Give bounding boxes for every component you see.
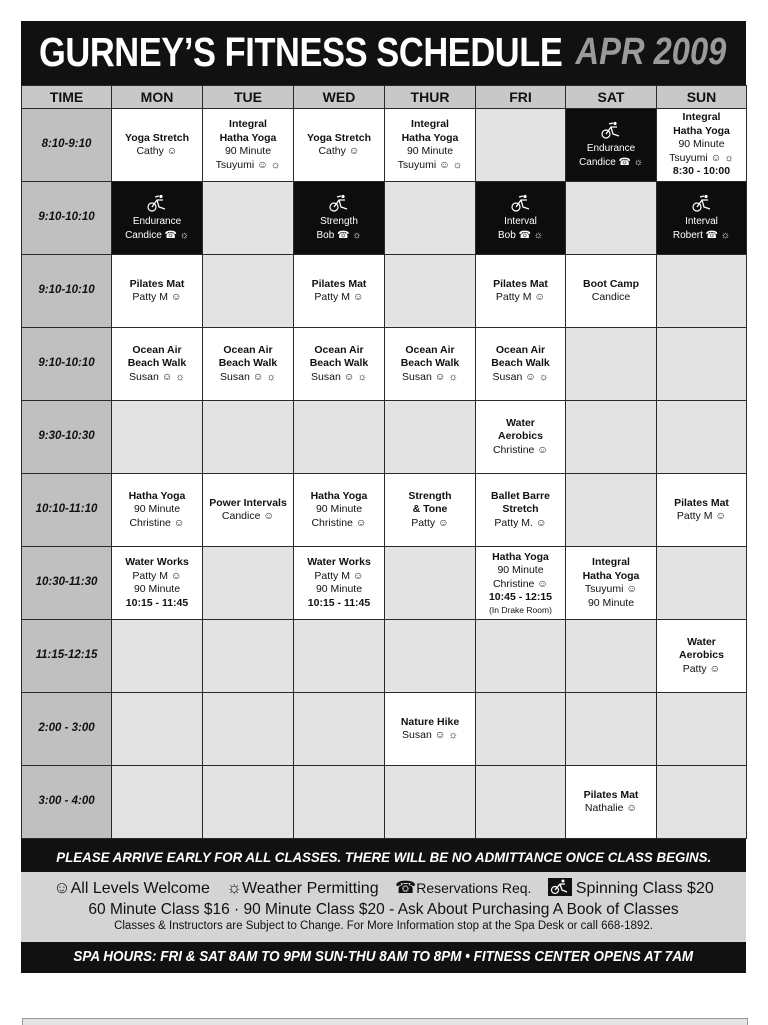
class-name: Ocean Air Beach Walk bbox=[400, 343, 460, 370]
info-box bbox=[21, 872, 746, 942]
class-cell-thur bbox=[385, 328, 476, 401]
class-name: Endurance bbox=[586, 143, 636, 154]
table-row bbox=[22, 401, 747, 474]
class-detail: Patty M ☺ bbox=[314, 291, 364, 303]
empty-slot-fri bbox=[476, 620, 566, 693]
class-detail: Susan ☺ ☼ bbox=[311, 370, 367, 383]
class-detail: Susan ☺ ☼ bbox=[492, 370, 549, 383]
class-cell-fri bbox=[476, 474, 566, 547]
class-cell-fri bbox=[476, 547, 566, 620]
column-header-wed: WED bbox=[294, 86, 385, 109]
class-cell-mon bbox=[112, 474, 203, 547]
empty-slot-sat bbox=[566, 401, 657, 474]
schedule-sheet bbox=[21, 21, 746, 973]
class-detail: Bob ☎ ☼ bbox=[316, 229, 362, 241]
legend-weather: ☼Weather Permitting bbox=[226, 878, 379, 897]
class-detail: 90 Minute bbox=[133, 503, 181, 516]
legend bbox=[21, 877, 746, 900]
class-detail: 90 Minute bbox=[406, 145, 454, 157]
class-name: Ocean Air Beach Walk bbox=[491, 343, 550, 370]
empty-slot-thur bbox=[385, 401, 476, 474]
empty-slot-sat bbox=[566, 182, 657, 255]
empty-slot-sun bbox=[657, 328, 747, 401]
legend-all-levels: ☺All Levels Welcome bbox=[53, 878, 210, 897]
table-row bbox=[22, 109, 747, 182]
class-detail: 90 Minute bbox=[315, 583, 363, 595]
class-cell-mon bbox=[112, 328, 203, 401]
empty-slot-sat bbox=[566, 620, 657, 693]
class-cell-wed bbox=[294, 255, 385, 328]
class-detail: Candice ☺ bbox=[221, 510, 275, 522]
class-name: Endurance bbox=[132, 216, 182, 227]
class-cell-fri bbox=[476, 328, 566, 401]
spinning-class-mon bbox=[112, 182, 203, 255]
time-slot: 10:30-11:30 bbox=[22, 547, 112, 620]
time-slot: 3:00 - 4:00 bbox=[22, 766, 112, 839]
class-detail: 90 Minute bbox=[497, 564, 544, 576]
disclaimer: Classes & Instructors are Subject to Change. For More Information stop at the Spa Desk or call 668-1892. bbox=[114, 920, 653, 932]
pricing-info: 60 Minute Class $16 · 90 Minute Class $20 - Ask About Purchasing A Book of Classes bbox=[88, 901, 679, 918]
spinning-bike-icon bbox=[598, 121, 624, 141]
class-cell-wed bbox=[294, 474, 385, 547]
empty-slot-sun bbox=[657, 693, 747, 766]
table-row bbox=[22, 547, 747, 620]
spinning-bike-icon bbox=[508, 194, 534, 214]
empty-slot-tue bbox=[203, 766, 294, 839]
table-row bbox=[22, 693, 747, 766]
class-cell-wed bbox=[294, 547, 385, 620]
class-name: Integral Hatha Yoga bbox=[673, 111, 730, 137]
time-slot: 10:10-11:10 bbox=[22, 474, 112, 547]
empty-slot-sat bbox=[566, 474, 657, 547]
class-name: Ballet Barre Stretch bbox=[491, 489, 550, 516]
empty-slot-tue bbox=[203, 620, 294, 693]
time-slot: 9:10-10:10 bbox=[22, 182, 112, 255]
empty-slot-thur bbox=[385, 547, 476, 620]
page-title: GURNEY’S FITNESS SCHEDULE bbox=[39, 29, 563, 75]
empty-slot-sat bbox=[566, 693, 657, 766]
class-cell-thur bbox=[385, 474, 476, 547]
schedule-body bbox=[22, 109, 747, 839]
time-slot: 9:10-10:10 bbox=[22, 328, 112, 401]
empty-slot-wed bbox=[294, 693, 385, 766]
class-name: Ocean Air Beach Walk bbox=[309, 343, 369, 370]
time-slot: 11:15-12:15 bbox=[22, 620, 112, 693]
class-name: Interval bbox=[685, 216, 718, 227]
class-location: (In Drake Room) bbox=[489, 604, 552, 615]
class-detail: Cathy ☺ bbox=[318, 145, 360, 157]
table-row bbox=[22, 182, 747, 255]
column-header-fri: FRI bbox=[476, 86, 566, 109]
class-detail: 90 Minute bbox=[678, 138, 725, 151]
class-detail: Christine ☺ bbox=[129, 516, 185, 529]
class-detail: 90 Minute bbox=[133, 583, 181, 595]
class-cell-sat bbox=[566, 255, 657, 328]
class-time-override: 10:45 - 12:15 bbox=[488, 591, 553, 603]
class-cell-sat bbox=[566, 766, 657, 839]
spinning-bike-icon bbox=[548, 878, 572, 896]
time-slot: 9:10-10:10 bbox=[22, 255, 112, 328]
class-cell-thur bbox=[385, 109, 476, 182]
spinning-class-fri bbox=[476, 182, 566, 255]
class-name: Strength bbox=[320, 216, 358, 227]
admittance-notice-text: PLEASE ARRIVE EARLY FOR ALL CLASSES. THERE WILL BE NO ADMITTANCE ONCE CLASS BEGINS. bbox=[56, 849, 711, 865]
header-row bbox=[22, 86, 747, 109]
empty-slot-sun bbox=[657, 255, 747, 328]
class-time-override: 8:30 - 10:00 bbox=[672, 165, 731, 178]
empty-slot-fri bbox=[476, 693, 566, 766]
class-name: Pilates Mat bbox=[674, 496, 729, 509]
empty-slot-fri bbox=[476, 109, 566, 182]
legend-reservations: ☎Reservations Req. bbox=[395, 878, 532, 897]
sun-icon: ☼ bbox=[226, 878, 242, 897]
class-detail: Tsuyumi ☺ ☼ bbox=[215, 158, 281, 171]
title-bar bbox=[21, 21, 746, 85]
class-detail: Candice ☎ ☼ bbox=[125, 229, 189, 241]
class-cell-mon bbox=[112, 255, 203, 328]
class-name: Ocean Air Beach Walk bbox=[218, 343, 278, 370]
empty-slot-mon bbox=[112, 401, 203, 474]
class-name: Interval bbox=[504, 216, 537, 227]
class-detail: Christine ☺ bbox=[492, 577, 549, 590]
phone-icon: ☎ bbox=[395, 878, 417, 897]
empty-slot-mon bbox=[112, 620, 203, 693]
column-header-thur: THUR bbox=[385, 86, 476, 109]
class-cell-fri bbox=[476, 401, 566, 474]
schedule-table bbox=[21, 85, 747, 839]
class-detail: Patty M ☺ bbox=[676, 510, 727, 522]
class-name: Ocean Air Beach Walk bbox=[127, 343, 187, 370]
smiley-icon: ☺ bbox=[53, 878, 71, 897]
class-name: Integral Hatha Yoga bbox=[582, 556, 640, 582]
class-name: Yoga Stretch bbox=[307, 131, 371, 144]
legend-spinning: Spinning Class $20 bbox=[548, 880, 714, 897]
empty-slot-tue bbox=[203, 182, 294, 255]
table-row bbox=[22, 328, 747, 401]
empty-slot-wed bbox=[294, 401, 385, 474]
class-detail: Patty ☺ bbox=[682, 662, 721, 675]
class-detail: Susan ☺ ☼ bbox=[402, 729, 458, 741]
class-detail: Christine ☺ bbox=[492, 443, 549, 456]
class-detail: 90 Minute bbox=[587, 596, 635, 609]
class-detail: Bob ☎ ☼ bbox=[498, 229, 543, 241]
class-detail: Tsuyumi ☺ ☼ bbox=[669, 151, 734, 164]
class-cell-tue bbox=[203, 109, 294, 182]
column-header-sat: SAT bbox=[566, 86, 657, 109]
class-name: Integral Hatha Yoga bbox=[401, 118, 459, 144]
table-row bbox=[22, 620, 747, 693]
time-slot: 9:30-10:30 bbox=[22, 401, 112, 474]
class-detail: 90 Minute bbox=[315, 503, 363, 516]
class-detail: Tsuyumi ☺ ☼ bbox=[397, 158, 463, 171]
table-row bbox=[22, 255, 747, 328]
class-cell-tue bbox=[203, 474, 294, 547]
class-name: Pilates Mat bbox=[311, 277, 367, 290]
empty-slot-wed bbox=[294, 620, 385, 693]
empty-slot-wed bbox=[294, 766, 385, 839]
empty-slot-sun bbox=[657, 401, 747, 474]
class-detail: Candice ☎ ☼ bbox=[579, 156, 643, 168]
spa-hours bbox=[21, 942, 746, 973]
empty-slot-tue bbox=[203, 547, 294, 620]
empty-slot-sat bbox=[566, 328, 657, 401]
spinning-class-sun bbox=[657, 182, 747, 255]
class-name: Pilates Mat bbox=[129, 277, 185, 290]
class-name: Power Intervals bbox=[209, 496, 287, 509]
time-slot: 2:00 - 3:00 bbox=[22, 693, 112, 766]
column-header-tue: TUE bbox=[203, 86, 294, 109]
empty-slot-thur bbox=[385, 255, 476, 328]
empty-slot-mon bbox=[112, 693, 203, 766]
empty-slot-mon bbox=[112, 766, 203, 839]
class-name: Strength & Tone bbox=[408, 489, 452, 516]
class-cell-fri bbox=[476, 255, 566, 328]
class-cell-mon bbox=[112, 547, 203, 620]
class-detail: Tsuyumi ☺ bbox=[584, 583, 638, 595]
class-cell-sun bbox=[657, 620, 747, 693]
class-time-override: 10:15 - 11:45 bbox=[307, 596, 371, 609]
column-header-mon: MON bbox=[112, 86, 203, 109]
class-detail: Patty M ☺ bbox=[314, 569, 364, 582]
class-detail: Patty M. ☺ bbox=[494, 516, 547, 529]
spinning-bike-icon bbox=[326, 194, 352, 214]
class-cell-sun bbox=[657, 474, 747, 547]
class-detail: Susan ☺ ☼ bbox=[220, 370, 276, 383]
class-detail: Patty M ☺ bbox=[495, 291, 546, 303]
empty-slot-sun bbox=[657, 547, 747, 620]
class-name: Hatha Yoga bbox=[128, 489, 186, 502]
spinning-bike-icon bbox=[144, 194, 170, 214]
class-cell-wed bbox=[294, 328, 385, 401]
empty-slot-thur bbox=[385, 766, 476, 839]
spinning-class-wed bbox=[294, 182, 385, 255]
class-cell-thur bbox=[385, 693, 476, 766]
class-detail: Patty M ☺ bbox=[132, 569, 182, 582]
class-detail: Candice bbox=[591, 291, 631, 303]
class-name: Hatha Yoga bbox=[310, 489, 368, 502]
spa-hours-text: SPA HOURS: FRI & SAT 8AM TO 9PM SUN-THU 8AM TO 8PM • FITNESS CENTER OPENS AT 7AM bbox=[73, 949, 694, 965]
class-cell-wed bbox=[294, 109, 385, 182]
empty-slot-tue bbox=[203, 401, 294, 474]
class-name: Nature Hike bbox=[400, 715, 460, 728]
admittance-notice bbox=[21, 842, 746, 872]
class-cell-sun bbox=[657, 109, 747, 182]
column-header-time: TIME bbox=[22, 86, 112, 109]
class-name: Water Aerobics bbox=[679, 635, 724, 662]
class-detail: 90 Minute bbox=[224, 145, 272, 157]
class-detail: Nathalie ☺ bbox=[584, 802, 638, 814]
class-detail: Susan ☺ ☼ bbox=[402, 370, 458, 383]
empty-slot-thur bbox=[385, 182, 476, 255]
empty-slot-tue bbox=[203, 255, 294, 328]
empty-slot-tue bbox=[203, 693, 294, 766]
empty-slot-thur bbox=[385, 620, 476, 693]
class-detail: Patty M ☺ bbox=[132, 291, 182, 303]
table-row bbox=[22, 766, 747, 839]
column-header-sun: SUN bbox=[657, 86, 747, 109]
spinning-bike-icon bbox=[689, 194, 715, 214]
class-cell-tue bbox=[203, 328, 294, 401]
class-cell-sat bbox=[566, 547, 657, 620]
class-cell-mon bbox=[112, 109, 203, 182]
class-time-override: 10:15 - 11:45 bbox=[125, 596, 189, 609]
class-name: Yoga Stretch bbox=[125, 131, 189, 144]
class-detail: Patty ☺ bbox=[411, 516, 449, 529]
class-detail: Susan ☺ ☼ bbox=[129, 370, 185, 383]
class-name: Hatha Yoga bbox=[492, 550, 549, 563]
schedule-date: APR 2009 bbox=[575, 31, 726, 73]
empty-slot-fri bbox=[476, 766, 566, 839]
class-name: Integral Hatha Yoga bbox=[219, 118, 277, 144]
class-name: Water Works bbox=[125, 556, 189, 568]
class-name: Pilates Mat bbox=[493, 277, 548, 290]
table-row bbox=[22, 474, 747, 547]
class-name: Water Aerobics bbox=[498, 416, 543, 443]
class-name: Pilates Mat bbox=[583, 788, 639, 801]
time-slot: 8:10-9:10 bbox=[22, 109, 112, 182]
class-name: Boot Camp bbox=[583, 277, 639, 290]
class-name: Water Works bbox=[307, 556, 371, 568]
class-detail: Christine ☺ bbox=[311, 516, 367, 529]
spinning-class-sat bbox=[566, 109, 657, 182]
empty-slot-sun bbox=[657, 766, 747, 839]
class-detail: Robert ☎ ☼ bbox=[672, 229, 731, 241]
class-detail: Cathy ☺ bbox=[136, 145, 178, 157]
